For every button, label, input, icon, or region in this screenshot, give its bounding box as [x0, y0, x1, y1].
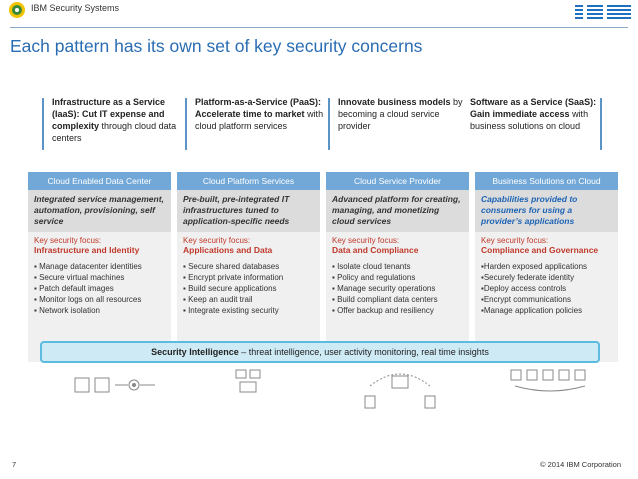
bracket-col1 — [42, 98, 50, 150]
service-provider-illustration-icon — [360, 366, 440, 410]
list-item: ▪ Patch default images — [34, 283, 165, 294]
list-item: ▪ Monitor logs on all resources — [34, 294, 165, 305]
company-name: IBM Security Systems — [31, 3, 120, 13]
column-description: Advanced platform for creating, managing, and monetizing cloud services — [326, 190, 469, 232]
intel-text: – threat intelligence, user activity monitoring, real time insights — [238, 347, 489, 357]
focus-title: Data and Compliance — [332, 245, 419, 255]
focus-label: Key security focus: — [481, 236, 549, 245]
list-item: ▪ Secure virtual machines — [34, 272, 165, 283]
page-title: Each pattern has its own set of key security concerns — [10, 36, 423, 56]
copyright: © 2014 IBM Corporation — [540, 460, 621, 469]
list-item: ▪ Secure shared databases — [183, 261, 314, 272]
list-item: ▪ Harden exposed applications — [481, 261, 612, 272]
datacenter-illustration-icon — [70, 370, 160, 400]
col3-heading: Innovate business models by becoming a cloud service provider — [338, 97, 463, 131]
focus-label: Key security focus: — [183, 236, 251, 245]
column-bar: Cloud Enabled Data Center — [28, 172, 171, 190]
bullet-list — [34, 261, 165, 316]
column-paas — [177, 172, 320, 362]
column-bar: Cloud Platform Services — [177, 172, 320, 190]
bullet-list — [481, 261, 612, 316]
list-item: ▪ Deploy access controls — [481, 283, 612, 294]
column-bar: Cloud Service Provider — [326, 172, 469, 190]
focus-title: Compliance and Governance — [481, 245, 599, 255]
bracket-col3 — [328, 98, 336, 150]
list-item: ▪ Network isolation — [34, 305, 165, 316]
col1-heading: Infrastructure as a Service (IaaS): Cut IT expense and complexity through cloud data centers — [52, 97, 177, 143]
platform-illustration-icon — [230, 366, 270, 400]
bracket-col4 — [594, 98, 602, 150]
bracket-col2 — [185, 98, 193, 150]
page-number: 7 — [12, 460, 17, 469]
focus-label: Key security focus: — [332, 236, 400, 245]
header-divider — [10, 27, 628, 28]
list-item: ▪ Offer backup and resiliency — [332, 305, 463, 316]
column-saas — [475, 172, 618, 362]
column-csp — [326, 172, 469, 362]
bullet-list — [183, 261, 314, 316]
focus-label: Key security focus: — [34, 236, 102, 245]
list-item: ▪ Build compliant data centers — [332, 294, 463, 305]
list-item: ▪ Manage application policies — [481, 305, 612, 316]
focus-title: Applications and Data — [183, 245, 273, 255]
list-item: ▪ Manage security operations — [332, 283, 463, 294]
column-description: Integrated service management, automation, provisioning, self service — [28, 190, 171, 232]
list-item: ▪ Securely federate identity — [481, 272, 612, 283]
column-description: Pre-built, pre-integrated IT infrastructures tuned to application-specific needs — [177, 190, 320, 232]
list-item: ▪ Build secure applications — [183, 283, 314, 294]
ibm-security-seal-icon — [8, 1, 26, 19]
column-bar: Business Solutions on Cloud — [475, 172, 618, 190]
list-item: ▪ Manage datacenter identities — [34, 261, 165, 272]
list-item: ▪ Policy and regulations — [332, 272, 463, 283]
intel-title: Security Intelligence — [151, 347, 239, 357]
focus-title: Infrastructure and Identity — [34, 245, 140, 255]
list-item: ▪ Encrypt private information — [183, 272, 314, 283]
column-description: Capabilities provided to consumers for using a provider’s applications — [475, 190, 618, 232]
list-item: ▪ Integrate existing security — [183, 305, 314, 316]
col2-heading: Platform-as-a-Service (PaaS): Accelerate time to market with cloud platform services — [195, 97, 324, 131]
list-item: ▪ Encrypt communications — [481, 294, 612, 305]
list-item: ▪ Isolate cloud tenants — [332, 261, 463, 272]
ibm-logo-icon — [575, 3, 631, 23]
list-item: ▪ Keep an audit trail — [183, 294, 314, 305]
col4-heading: Software as a Service (SaaS): Gain immediate access with business solutions on cloud — [470, 97, 597, 131]
business-solutions-illustration-icon — [505, 366, 595, 396]
bullet-list — [332, 261, 463, 316]
column-iaas — [28, 172, 171, 362]
security-intelligence-banner — [40, 341, 600, 363]
